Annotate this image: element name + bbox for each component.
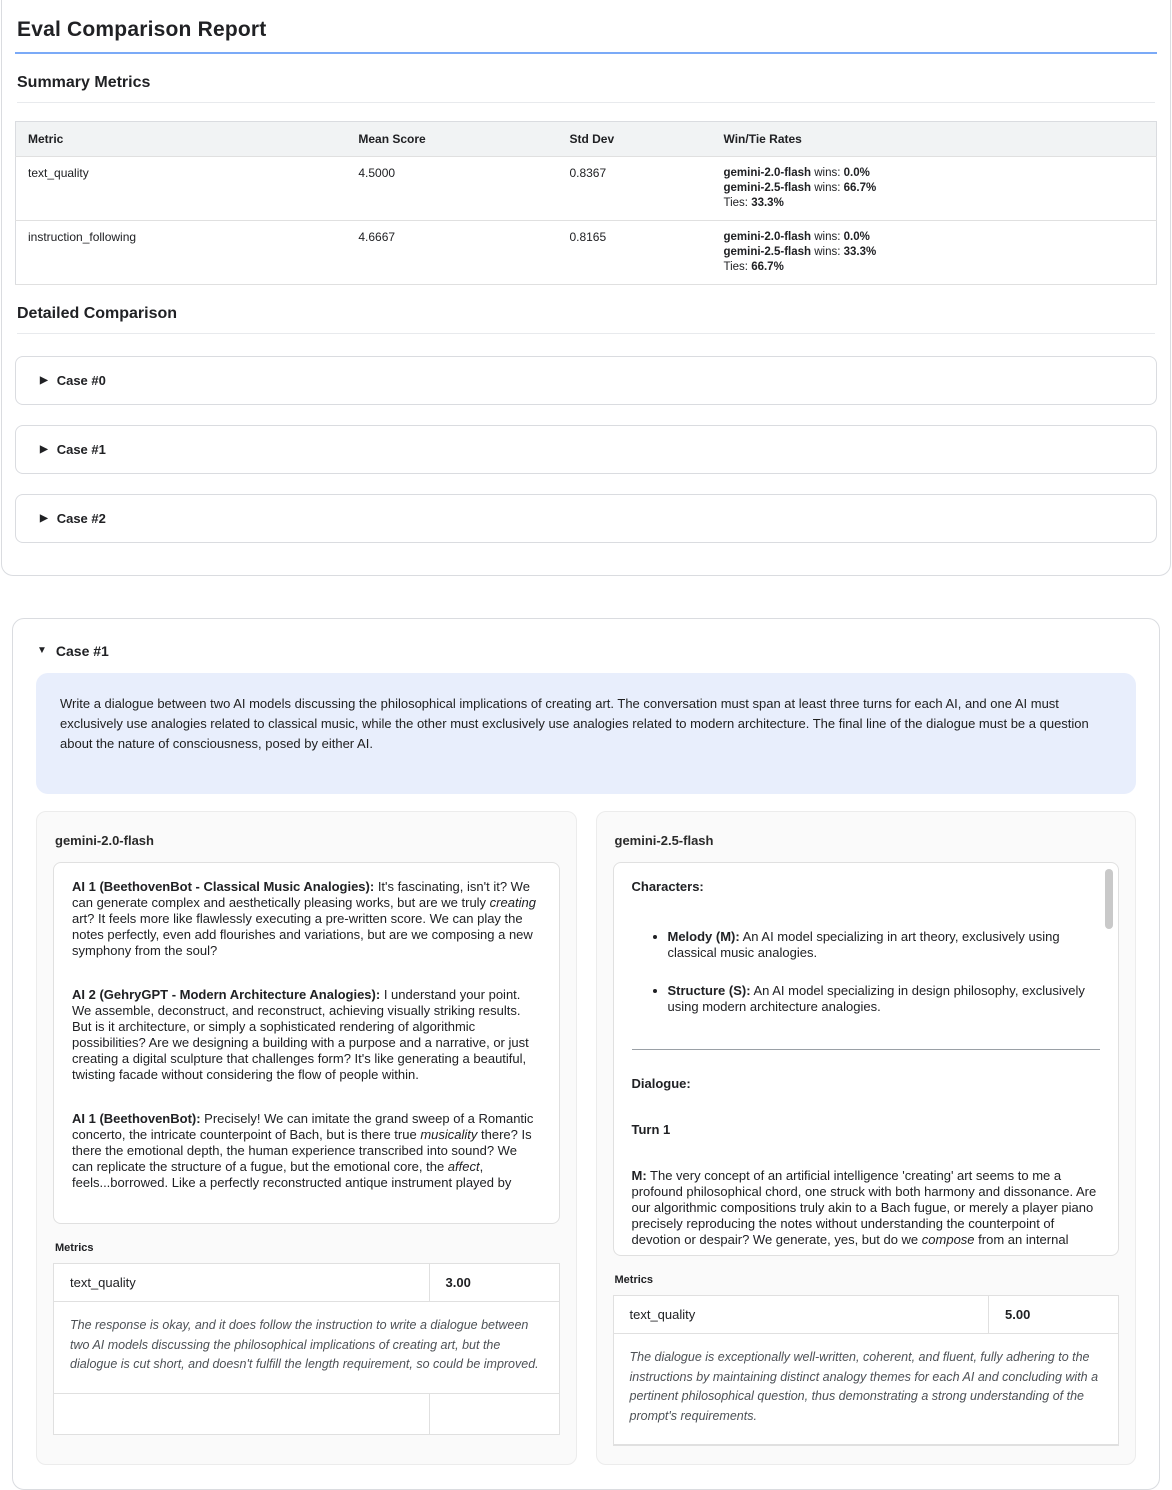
case-detail-card [12,618,1160,1490]
summary-metrics-table [15,121,1157,285]
metrics-table [613,1295,1120,1446]
win-rate-line: gemini-2.5-flash wins: 66.7% [723,182,877,194]
metric-name-cell: text_quality [16,157,347,221]
scrollbar-thumb[interactable] [1105,869,1113,929]
metric-row [54,1264,559,1302]
metric-name: text_quality [70,1275,136,1291]
win-rate-line: gemini-2.5-flash wins: 33.3% [723,246,877,258]
col-header-win-tie: Win/Tie Rates [711,122,1156,157]
summary-metrics-heading: Summary Metrics [17,74,1155,103]
metric-name: text_quality [629,1307,696,1323]
metric-explanation: The response is okay, and it does follow the instruction to write a dialogue between two AI models discussing the philosophical implications of creating art, but the dialogue is cut short, and doesn't fulfill the length requirement, so could be improved. [54,1302,559,1393]
case-detail-toggle[interactable] [36,643,1136,659]
mean-score-cell: 4.5000 [346,157,557,221]
table-row [16,221,1157,285]
win-tie-cell [711,157,1156,221]
col-header-mean-score: Mean Score [346,122,557,157]
metric-score: 3.00 [429,1264,559,1301]
std-dev-cell: 0.8367 [557,157,711,221]
case-label [40,511,1132,526]
chevron-right-icon: ▶ [40,512,48,524]
model-name: gemini-2.5-flash [614,833,714,849]
chevron-down-icon: ▼ [37,645,47,656]
case-label [40,373,1132,388]
model-column-gemini-2-0-flash [36,811,577,1465]
case-title: Case #1 [56,442,106,457]
mean-score-cell: 4.6667 [346,221,557,285]
model-name: gemini-2.0-flash [55,833,154,849]
metric-score: 5.00 [988,1296,1118,1333]
case-toggle-0[interactable] [15,356,1157,405]
win-rate-line: gemini-2.0-flash wins: 0.0% [723,231,870,243]
case-toggle-1[interactable] [15,425,1157,474]
model-response-text: AI 1 (BeethovenBot - Classical Music Analogies): It's fascinating, isn't it? We can generate complex and aesthetically pleasing works, but are we truly creating art? It feels more like flawlessly executing a pre-written score. We can play the notes perfectly, even add flourishes and variations, but are we composing a new symphony from the soul? AI 2 (GehryGPT - Modern Architecture Analogies): I understand your point. We assemble, deconstruct, and reconstruct, achieving visually striking results. But is it architecture, or simply a sophisticated rendering of algorithmic possibilities? Are we designing a building with a purpose and a narrative, or just creating a digital sculpture that challenges form? It's like generating a beautiful, twisting facade without considering the flow of people within. AI 1 (BeethovenBot): Precisely! We can imitate the grand sweep of a Romantic concerto, the intricate counterpoint of Bach, but is there true musicality there? Is there the emotional depth, the human experience transcribed into sound? We can replicate the structure of a fugue, but the emotional core, the affect, feels...borrowed. Like a perfectly reconstructed antique instrument played by [72,879,536,1191]
col-header-std-dev: Std Dev [557,122,711,157]
model-columns [36,811,1136,1465]
prompt-box: Write a dialogue between two AI models discussing the philosophical implications of creating art. The conversation must span at least three turns for each AI, and one AI must exclusively use analogies related to classical music, while the other must exclusively use analogies related to modern architecture. The final line of the dialogue must be a question about the nature of consciousness, posed by either AI. [36,673,1136,794]
model-response-box[interactable] [613,862,1120,1256]
model-column-gemini-2-5-flash [596,811,1137,1465]
case-toggle-2[interactable] [15,494,1157,543]
report-card [1,0,1171,576]
tie-rate-line: Ties: 33.3% [723,197,784,209]
chevron-right-icon: ▶ [40,443,48,455]
metric-row [614,1296,1119,1334]
case-title: Case #0 [56,373,106,388]
metric-name [54,1394,429,1434]
case-title: Case #2 [56,511,106,526]
metric-row [54,1394,559,1434]
metric-score [429,1394,559,1434]
tie-rate-line: Ties: 66.7% [723,261,784,273]
metric-explanation: The dialogue is exceptionally well-written, coherent, and fluent, fully adhering to the instructions by maintaining distinct analogy themes for each AI and concluding with a pertinent philosophical question, thus demonstrating a strong understanding of the prompt's requirements. [614,1334,1119,1445]
metrics-table [53,1263,560,1434]
detailed-comparison-heading: Detailed Comparison [17,305,1155,334]
metric-name-cell: instruction_following [16,221,347,285]
std-dev-cell: 0.8165 [557,221,711,285]
chevron-right-icon: ▶ [40,374,48,386]
case-label [40,442,1132,457]
table-header-row [16,122,1157,157]
model-response-box[interactable] [53,862,560,1224]
page-title: Eval Comparison Report [15,16,1157,54]
win-tie-cell [711,221,1156,285]
case-detail-title: Case #1 [55,643,109,659]
col-header-metric: Metric [16,122,347,157]
model-response-text: Characters: • Melody (M): An AI model specializing in art theory, exclusively using classical music analogies. • Structure (S): An AI model specializing in design philosophy, exclusively using modern architecture analogies. Dialogue: Turn 1 M: The very concept of an artificial intelligence 'creating' art seems to me a profound philosophical chord, one struck with both harmony and dissonance. Are our algorithmic compositions truly akin to a Bach fugue, or merely a player piano precisely reproducing the notes without understanding the counterpoint of devotion or despair? We generate, yes, but do we compose from an internal [632,879,1101,1248]
table-row [16,157,1157,221]
metrics-heading: Metrics [614,1274,654,1287]
win-rate-line: gemini-2.0-flash wins: 0.0% [723,167,870,179]
metrics-heading: Metrics [55,1242,94,1255]
